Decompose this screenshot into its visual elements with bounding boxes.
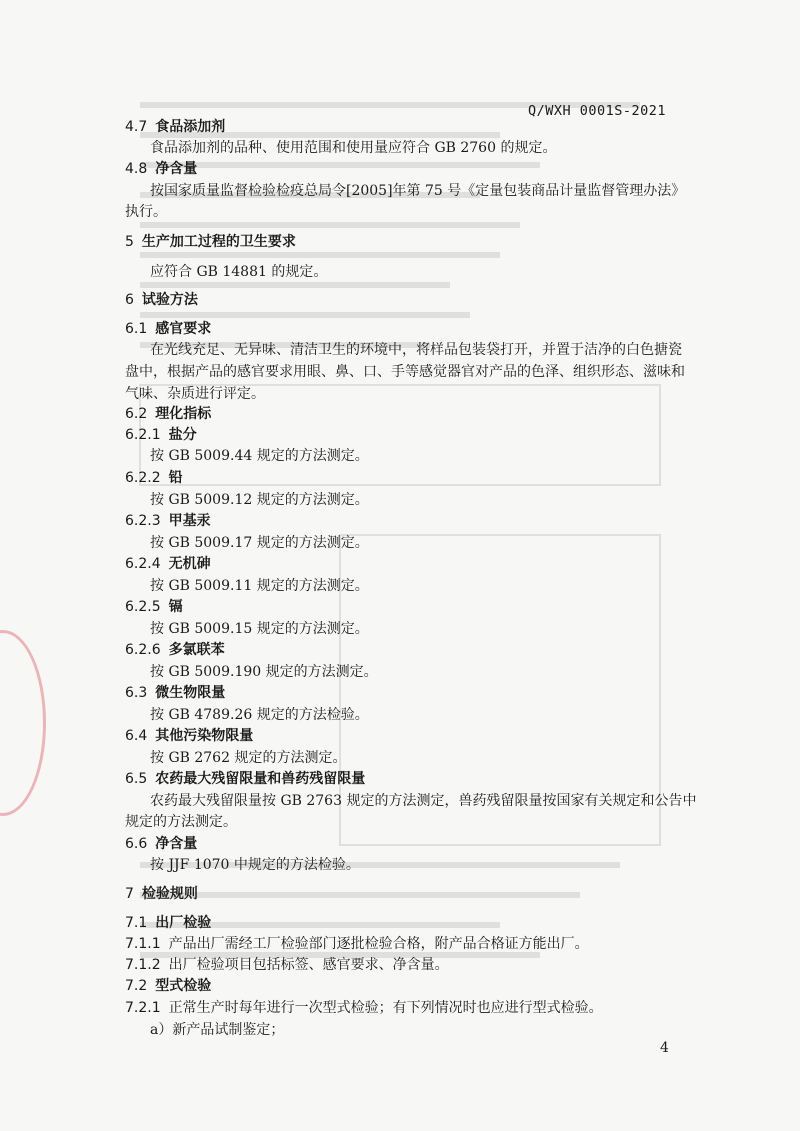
paragraph-line: 7.1.1 产品出厂需经工厂检验部门逐批检验合格，附产品合格证方能出厂。 — [125, 936, 589, 952]
section-heading: 6.2.3 甲基汞 — [125, 513, 211, 529]
page-number: 4 — [660, 1040, 669, 1056]
section-heading: 6.2.4 无机砷 — [125, 556, 211, 572]
section-heading: 7.2 型式检验 — [125, 978, 212, 994]
paragraph-line: 按 JJF 1070 中规定的方法检验。 — [150, 857, 360, 873]
paragraph-line: 按 GB 5009.190 规定的方法测定。 — [150, 664, 378, 680]
section-heading: 6.6 净含量 — [125, 836, 198, 852]
document-code: Q/WXH 0001S-2021 — [527, 103, 666, 119]
paragraph-line: 盘中，根据产品的感官要求用眼、鼻、口、手等感觉器官对产品的色泽、组织形态、滋味和 — [125, 364, 685, 380]
paragraph-line: 按 GB 4789.26 规定的方法检验。 — [150, 707, 369, 723]
paragraph-line: 7.2.1 正常生产时每年进行一次型式检验；有下列情况时也应进行型式检验。 — [125, 1000, 603, 1016]
section-heading: 5 生产加工过程的卫生要求 — [125, 234, 296, 250]
section-heading: 6.2.2 铅 — [125, 470, 183, 486]
paragraph-line: 按 GB 5009.44 规定的方法测定。 — [150, 448, 369, 464]
paragraph-line: 按 GB 5009.17 规定的方法测定。 — [150, 535, 369, 551]
section-heading: 6.3 微生物限量 — [125, 685, 226, 701]
section-heading: 4.7 食品添加剂 — [125, 119, 226, 135]
section-heading: 6.2.1 盐分 — [125, 427, 197, 443]
paragraph-line: 在光线充足、无异味、清洁卫生的环境中，将样品包装袋打开，并置于洁净的白色搪瓷 — [150, 342, 682, 358]
paragraph-line: 气味、杂质进行评定。 — [125, 386, 265, 402]
paragraph-line: 农药最大残留限量按 GB 2763 规定的方法测定，兽药残留限量按国家有关规定和公告中 — [150, 793, 697, 809]
section-heading: 4.8 净含量 — [125, 161, 198, 177]
section-heading: 6.2.6 多氯联苯 — [125, 642, 225, 658]
paragraph-line: 7.1.2 出厂检验项目包括标签、感官要求、净含量。 — [125, 957, 449, 973]
section-heading: 6.2 理化指标 — [125, 406, 212, 422]
paragraph-line: 按 GB 2762 规定的方法测定。 — [150, 750, 347, 766]
section-heading: 6 试验方法 — [125, 292, 198, 308]
section-heading: 6.4 其他污染物限量 — [125, 728, 254, 744]
paragraph-line: 按 GB 5009.11 规定的方法测定。 — [150, 578, 369, 594]
paragraph-line: 执行。 — [125, 204, 167, 220]
section-heading: 7 检验规则 — [125, 886, 198, 902]
section-heading: 6.2.5 镉 — [125, 599, 183, 615]
list-item: a）新产品试制鉴定； — [150, 1022, 285, 1038]
section-heading: 6.5 农药最大残留限量和兽药残留限量 — [125, 771, 366, 787]
section-heading: 6.1 感官要求 — [125, 321, 212, 337]
section-heading: 7.1 出厂检验 — [125, 915, 212, 931]
paragraph-line: 按 GB 5009.12 规定的方法测定。 — [150, 492, 369, 508]
red-seal-stamp — [0, 630, 46, 816]
paragraph-line: 按 GB 5009.15 规定的方法测定。 — [150, 621, 369, 637]
paragraph-line: 食品添加剂的品种、使用范围和使用量应符合 GB 2760 的规定。 — [150, 140, 557, 156]
paragraph-line: 应符合 GB 14881 的规定。 — [150, 264, 328, 280]
paragraph-line: 规定的方法测定。 — [125, 814, 237, 830]
paragraph-line: 按国家质量监督检验检疫总局令[2005]年第 75 号《定量包装商品计量监督管理办法》 — [150, 183, 686, 199]
